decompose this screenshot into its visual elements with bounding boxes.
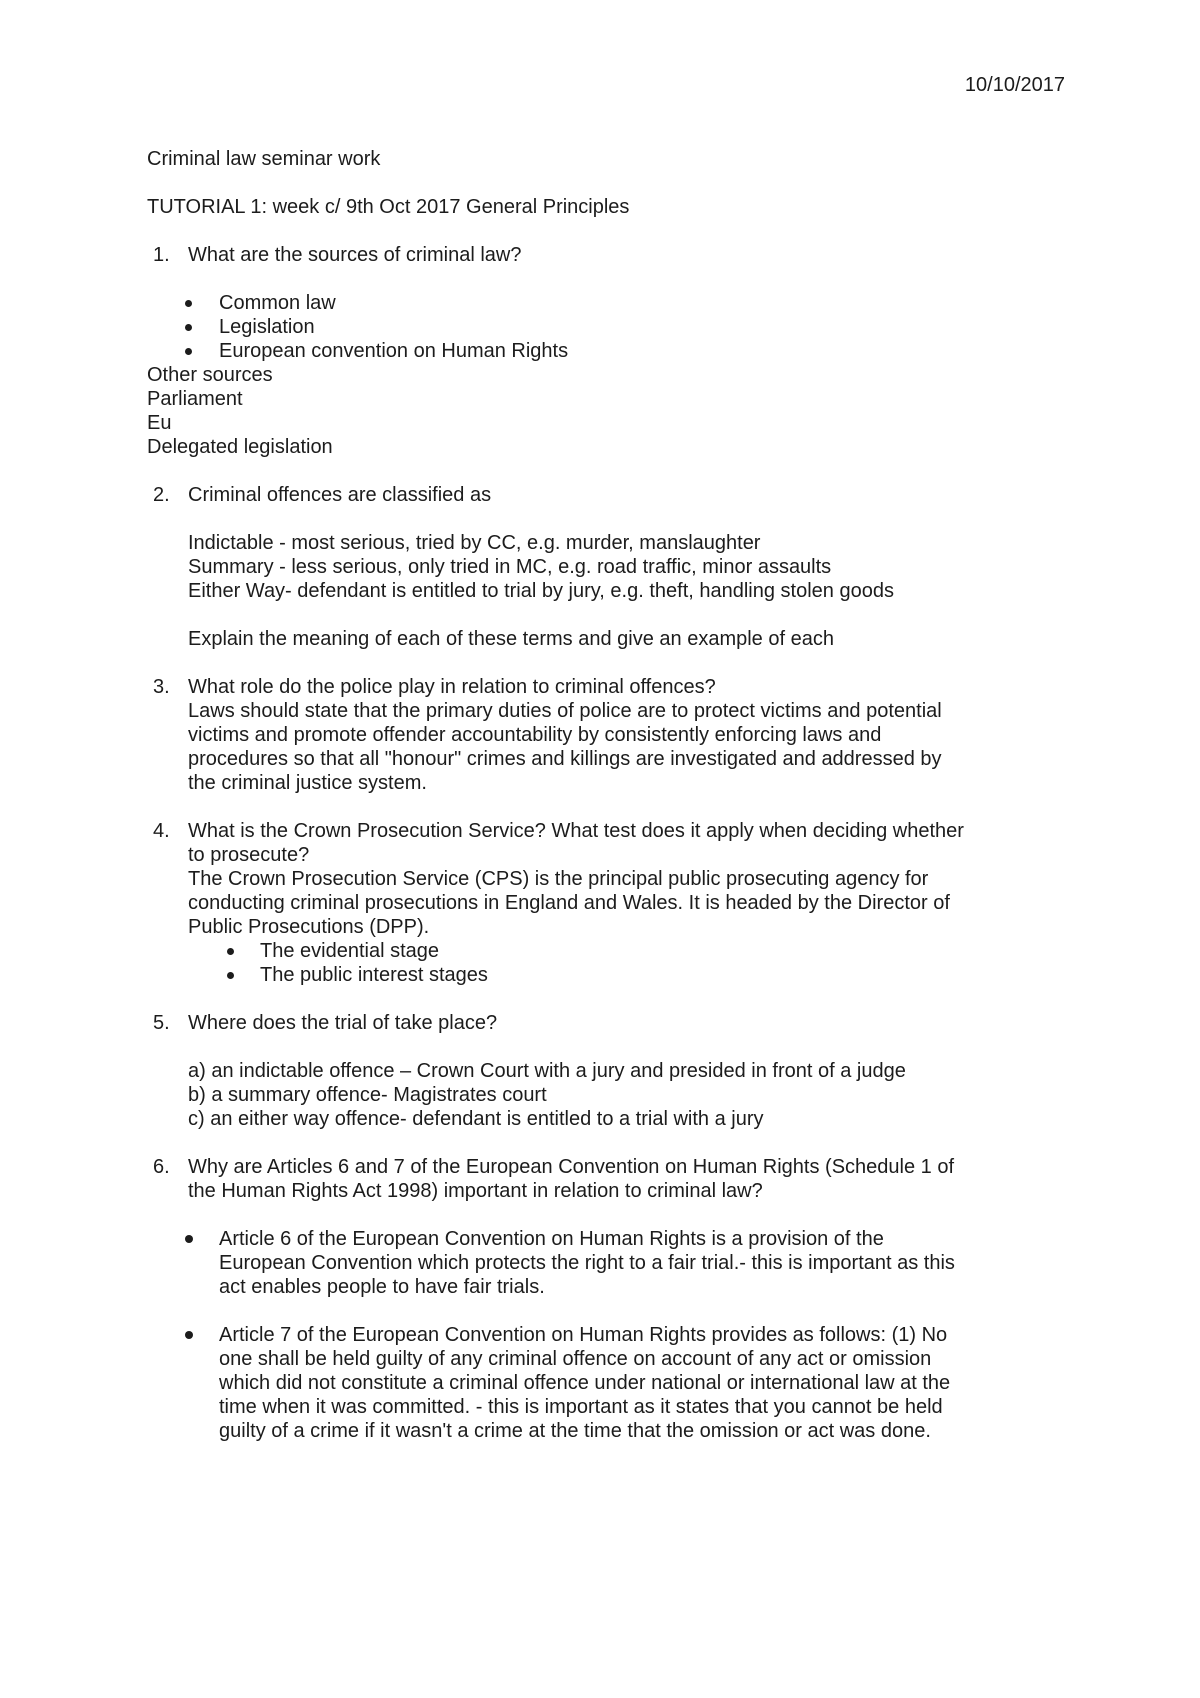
other-sources-line: Eu xyxy=(147,412,172,434)
q6-bullet-list xyxy=(147,1227,1067,1443)
question-number: 6. xyxy=(153,1156,170,1178)
list-item: The evidential stage xyxy=(147,939,1067,963)
answer-line: procedures so that all "honour" crimes and killings are investigated and addressed by xyxy=(188,748,942,770)
answer-line: conducting criminal prosecutions in England and Wales. It is headed by the Director of xyxy=(188,892,950,914)
list-spacer xyxy=(147,1299,1067,1323)
answer-line: b) a summary offence- Magistrates court xyxy=(188,1084,547,1106)
question-1 xyxy=(147,243,1067,267)
classification-line: Summary - less serious, only tried in MC, e.g. road traffic, minor assaults xyxy=(188,556,832,578)
question-text: the Human Rights Act 1998) important in relation to criminal law? xyxy=(188,1180,763,1202)
answer-line: a) an indictable offence – Crown Court with a jury and presided in front of a judge xyxy=(188,1060,906,1082)
question-number: 5. xyxy=(153,1012,170,1034)
q5-answers xyxy=(147,1059,1067,1131)
q2-instruction: Explain the meaning of each of these terms and give an example of each xyxy=(188,628,834,650)
list-item: European convention on Human Rights xyxy=(147,339,1067,363)
bullet-icon xyxy=(227,972,234,979)
question-number: 3. xyxy=(153,676,170,698)
other-sources-line: Other sources xyxy=(147,364,273,386)
q4-bullet-list xyxy=(147,939,1067,987)
list-item: Article 7 of the European Convention on Human Rights provides as follows: (1) No one shall be held guilty of any criminal offence on account of any act or omission which did not constitute a criminal offence under national or international law at the time when it was committed. - this is important as it states that you cannot be held guilty of a crime if it wasn't a crime at the time that the omission or act was done. xyxy=(147,1323,1067,1443)
answer-line: The Crown Prosecution Service (CPS) is the principal public prosecuting agency for xyxy=(188,868,929,890)
list-item: Common law xyxy=(147,291,1067,315)
answer-line: Laws should state that the primary duties of police are to protect victims and potential xyxy=(188,700,942,722)
question-2 xyxy=(147,483,1067,507)
question-number: 1. xyxy=(153,244,170,266)
question-number: 4. xyxy=(153,820,170,842)
question-text: to prosecute? xyxy=(188,844,310,866)
bullet-icon xyxy=(227,948,234,955)
question-text: Criminal offences are classified as xyxy=(188,484,492,506)
answer-line: Public Prosecutions (DPP). xyxy=(188,916,430,938)
bullet-icon xyxy=(185,1235,193,1243)
bullet-icon xyxy=(185,324,192,331)
question-3 xyxy=(147,675,1067,795)
question-4 xyxy=(147,819,1067,939)
question-text: Where does the trial of take place? xyxy=(188,1012,498,1034)
list-item: Legislation xyxy=(147,315,1067,339)
other-sources-line: Delegated legislation xyxy=(147,436,333,458)
document-body xyxy=(147,147,1067,1443)
document-date: 10/10/2017 xyxy=(964,74,1065,96)
tutorial-heading: TUTORIAL 1: week c/ 9th Oct 2017 General Principles xyxy=(147,196,630,218)
classification-line: Either Way- defendant is entitled to trial by jury, e.g. theft, handling stolen goods xyxy=(188,580,894,602)
question-text: What are the sources of criminal law? xyxy=(188,244,522,266)
question-5 xyxy=(147,1011,1067,1035)
q2-classifications xyxy=(147,531,1067,651)
question-text: What role do the police play in relation to criminal offences? xyxy=(188,676,716,698)
other-sources-line: Parliament xyxy=(147,388,243,410)
answer-line: the criminal justice system. xyxy=(188,772,427,794)
question-text: What is the Crown Prosecution Service? What test does it apply when deciding whether xyxy=(188,820,964,842)
answer-line: victims and promote offender accountability by consistently enforcing laws and xyxy=(188,724,882,746)
q1-bullet-list xyxy=(147,291,1067,363)
bullet-icon xyxy=(185,1331,193,1339)
bullet-icon xyxy=(185,300,192,307)
question-6 xyxy=(147,1155,1067,1203)
answer-line: c) an either way offence- defendant is entitled to a trial with a jury xyxy=(188,1108,764,1130)
question-text: Why are Articles 6 and 7 of the European Convention on Human Rights (Schedule 1 of xyxy=(188,1156,955,1178)
classification-line: Indictable - most serious, tried by CC, e.g. murder, manslaughter xyxy=(188,532,761,554)
document-title: Criminal law seminar work xyxy=(147,148,381,170)
question-number: 2. xyxy=(153,484,170,506)
bullet-icon xyxy=(185,348,192,355)
list-item: The public interest stages xyxy=(147,963,1067,987)
list-item: Article 6 of the European Convention on Human Rights is a provision of the European Convention which protects the right to a fair trial.- this is important as this act enables people to have fair trials. xyxy=(147,1227,1067,1299)
